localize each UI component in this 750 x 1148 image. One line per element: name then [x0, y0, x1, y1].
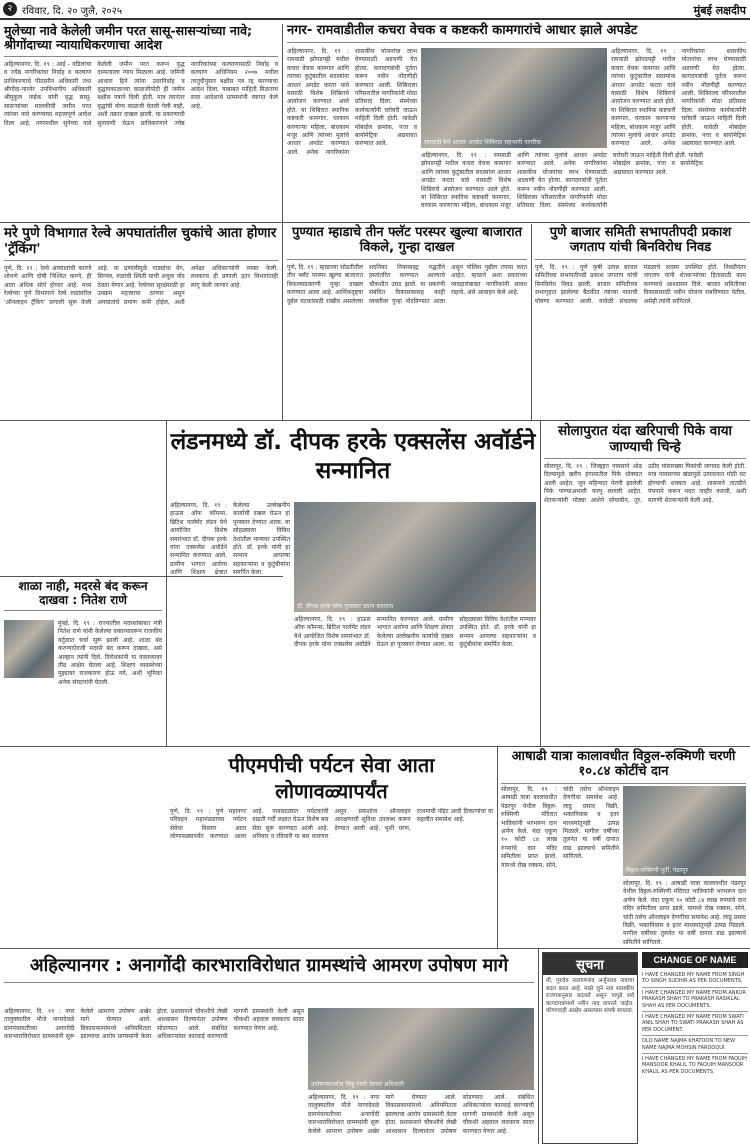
notice-box	[542, 952, 638, 1144]
article-body: पुणे, दि. १९ : रेल्वे अपघातांची कारणे शोधणे आणि दोषी निश्चित करणे, ही आता अधिक सोपे होणार आहे. मध्य रेल्वेच्या पुणे विभागाने रेल्वे रुळांवरील 'ऑनलाइन ट्रॅकिंग' प्रणाली सुरू केली आहे. या प्रणालीमुळे गाड्यांचा वेग, सिग्नल, रुळांची स्थिती याची अचूक नोंद ठेवता येणार आहे. रेल्वेच्या सुरक्षेसाठी हा उपक्रम महत्त्वाचा ठरणार असून अपघातांचे प्रमाण कमी होईल, अशी अपेक्षा अधिकाऱ्यांनी व्यक्त केली. लवकरच ही प्रणाली इतर विभागांतही लागू केली जाणार आहे.	[4, 265, 278, 306]
name-change-entry: I HAVE CHANGED MY NAME FROM FAQUIH MANSOOR KHALIL TO FAQUIH MANSOOR KHALIL AS PER DOCUMENTS.	[642, 1056, 747, 1075]
name-change-entry: I HAVE CHANGED MY NAME FROM SINGH TO SINGH SUDHIR AS PER DOCUMENTS.	[642, 970, 748, 988]
photo-caption: विठ्ठल-रुक्मिणी मूर्ती, पंढरपूर	[626, 867, 689, 874]
masthead	[0, 0, 750, 20]
headline: पुणे बाजार समिती सभापतीपदी प्रकाश जगताप यांची बिनविरोध निवड	[535, 226, 746, 260]
photo-caption: डॉ. दीपक हरके यांना पुरस्कार प्रदान करताना	[297, 603, 394, 610]
photo-caption: उपोषणकर्त्यांना लिंबू पाणी देताना अधिकारी	[311, 1081, 404, 1088]
name-change-entry: I HAVE CHANGED MY NAME FROM ANKUR PRAKASH SHAH TO PRAKASH RASIKLAL SHAH AS PER DOCUMENTS.	[642, 988, 748, 1012]
story-ashadhi	[501, 750, 746, 944]
article-body: अहिल्यानगर, दि. १९ : हाऊस ऑफ कॉमन्स, ब्रिटिश पार्लमेंट लंडन येथे आयोजित विशेष समारंभात डॉ. दीपक हरके यांना एक्सलेंस अवॉर्डने सन्मानित करण्यात आले. ग्रामीण भागात आरोग्य आणि शिक्षण क्षेत्रात केलेल्या उल्लेखनीय कार्याची दखल घेऊन हा पुरस्कार देण्यात आला. या सोहळ्याला विविध देशांतील मान्यवर उपस्थित होते. डॉ. हरके यांनी हा सन्मान आपल्या सहकाऱ्यांना व कुटुंबीयांना समर्पित केला.	[170, 502, 290, 577]
news-photo	[294, 502, 536, 612]
change-of-name-title: CHANGE OF NAME	[642, 952, 748, 968]
article-body: अहिल्यानगर, दि. १९ : आई - वडिलांचा व ज्येष्ठ नागरिकांचा निर्वाह व कल्याण प्राधिकरणाचे पीठासीन अधिकारी तथा श्रीगोंदा-पारनेर उपविभागीय अधिकारी श्रीमुकुल नाईक यांनी वृद्ध सासू-सासऱ्यांच्या मालकीची जमीन परत त्यांच्या नावे करण्याचा महत्त्वपूर्ण आदेश दिला आहे. नगरमधील सुनेच्या नावे केलेली जमीन परत करून वृद्ध दाम्पत्याला न्याय मिळाला आहे. जमिनी आधारा हिने त्यांना उदरनिर्वाह व वृद्धापकाळाच्या काळजीपोटी ही जमीन बक्षीस पत्राने दिली होती. मात्र त्यानंतर वृद्धांची योग्य काळजी घेतली गेली नाही, अशी तक्रार दाखल झाली. या प्रकरणाची सुनावणी घेऊन प्राधिकरणाने ज्येष्ठ नागरिकांच्या कल्याणासाठी निर्वाह व कल्याण अधिनियम २००७ मधील तरतुदीनुसार बक्षीस पत्र रद्द करण्याचा आदेश दिला. याबाबत माहिती मिळताच सदर आदेशाचे ग्रामस्थांनी स्वागत केले आहे.	[4, 60, 278, 127]
article-body: अहिल्यानगर, दि. १९ : नगर तालुक्यातील मौजे नागरदेवळे ग्रामपंचायतीच्या अनागोंदी कारभाराविरोधात ग्रामस्थांनी सुरू केलेले आमरण उपोषण अखेर मागे घेण्यात आले. विकासकामांमध्ये अनियमितता झाल्याचा आरोप ग्रामस्थांनी केला होता. प्रशासनाने चौकशीचे लेखी आश्वासन दिल्यानंतर उपोषण सोडण्यात आले. संबंधित अधिकाऱ्यांवर कारवाई करण्याची मागणी ग्रामस्थांनी केली असून चौकशी अहवाल लवकरच सादर करण्यात येणार आहे.	[4, 1008, 304, 1041]
headline: पुण्यात म्हाडाचे तीन फ्लॅट परस्पर खुल्या बाजारात विकले, गुन्हा दाखल	[287, 226, 527, 260]
article-body: अहिल्यानगर, दि. १९ : रामवाडी झोपडपट्टी मधील कचरा वेचक कामगार आणि त्यांच्या कुटुंबातील सदस्यांना आधार अपडेट करता यावे यासाठी विशेष शिबिराचे आयोजन करण्यात आले होते. या शिबिरात स्थानिक कष्टकरी कामगार, घरकाम करणाऱ्या महिला, बांधकाम मजूर आणि त्यांच्या मुलांचे आधार अपडेट करण्यात आले. अनेक नागरिकांना शासकीय योजनांचा लाभ घेण्यासाठी अडचणी येत होत्या. कागदपत्रांची पूर्तता करून नवीन नोंदणीही करण्यात आली. शिबिराला परिसरातील नागरिकांनी मोठा प्रतिसाद दिला. संस्थेच्या कार्यकर्त्यांनी घरोघरी जाऊन माहिती दिली होती. यावेळी मोबाईल क्रमांक, पत्ता व बायोमेट्रिक अद्ययावत करण्यात आले.	[287, 48, 417, 156]
story-pmp	[170, 750, 493, 944]
headline: शाळा नाही, मदरसे बंद करून दाखवा : नितेश राणे	[4, 580, 162, 611]
article-body: सोलापूर, दि. १९ : जिल्ह्यात पावसाने ओढ दिल्यामुळे खरीप हंगामातील पिके धोक्यात आली आहेत. जून महिन्यात पेरणी झालेली पिके पाण्याअभावी करपू लागली आहेत. शेतकऱ्यांनी मोठ्या आशेने सोयाबीन, तूर, उडीद यांसारख्या पिकांची लागवड केली होती. मात्र पावसाच्या खंडामुळे उत्पादनात मोठी घट होण्याची शक्यता आहे. शासनाने तातडीने पंचनामे करून मदत जाहीर करावी, अशी मागणी शेतकऱ्यांनी केली आहे.	[544, 463, 746, 504]
article-body: पुणे, दि. १९ : म्हाडाच्या सोडतीतील तीन फ्लॅट परस्पर खुल्या बाजारात विकल्याप्रकरणी गुन्हा दाखल करण्यात आला आहे. आर्थिकदृष्ट्या दुर्बल घटकांसाठी राखीव असलेल्या सदनिका नियमबाह्य पद्धतीने हस्तांतरित करण्यात आल्याचे चौकशीत उघड झाले. या प्रकरणी संबंधित विकासकासह काही व्यक्तींवर गुन्हा नोंदविण्यात आला असून पोलिस पुढील तपास करत आहेत. म्हाडाने अशा प्रकारच्या व्यवहारांबाबत नागरिकांनी सावध राहावे, असे आवाहन केले आहे.	[287, 263, 527, 305]
headline: नगर- रामवाडीतील कचरा वेचक व कष्टकरी कामगारांचे आधार झाले अपडेट	[287, 24, 746, 43]
headline: लंडनमध्ये डॉ. दीपक हरके एक्सलेंस अवॉर्डने सन्मानित	[170, 429, 536, 484]
story-ahilya	[4, 952, 534, 1144]
news-photo	[421, 48, 607, 148]
article-body-cont: अहिल्यानगर, दि. १९ : नगर तालुक्यातील मौजे नागरदेवळे ग्रामपंचायतीच्या अनागोंदी कारभाराविरोधात ग्रामस्थांनी सुरू केलेले आमरण उपोषण अखेर मागे घेण्यात आले. विकासकामांमध्ये अनियमितता झाल्याचा आरोप ग्रामस्थांनी केला होता. प्रशासनाने चौकशीचे लेखी आश्वासन दिल्यानंतर उपोषण सोडण्यात आले. संबंधित अधिकाऱ्यांवर कारवाई करण्याची मागणी ग्रामस्थांनी केली असून चौकशी अहवाल लवकरच सादर करण्यात येणार आहे.	[308, 1094, 534, 1135]
story-nagar	[287, 24, 746, 218]
article-body-cont: अहिल्यानगर, दि. १९ : हाऊस ऑफ कॉमन्स, ब्रिटिश पार्लमेंट लंडन येथे आयोजित विशेष समारंभात डॉ. दीपक हरके यांना एक्सलेंस अवॉर्डने सन्मानित करण्यात आले. ग्रामीण भागात आरोग्य आणि शिक्षण क्षेत्रात केलेल्या उल्लेखनीय कार्याची दखल घेऊन हा पुरस्कार देण्यात आला. या सोहळ्याला विविध देशांतील मान्यवर उपस्थित होते. डॉ. हरके यांनी हा सन्मान आपल्या सहकाऱ्यांना व कुटुंबीयांना समर्पित केला.	[294, 616, 536, 649]
article-body: मुंबई, दि. १९ : राज्यातील मदरशांबाबत मंत्री नितेश राणे यांनी केलेल्या वक्तव्यावरून राजकीय वर्तुळात चर्चा सुरू झाली आहे. शाळा बंद करण्याऐवजी मदरसे बंद करून दाखवा, असे आव्हान त्यांनी दिले. विरोधकांनी या वक्तव्यावर तीव्र आक्षेप घेतला आहे. शिक्षण व्यवस्थेच्या मुद्द्यावर राजकारण होऊ नये, अशी भूमिका अनेक संघटनांनी घेतली.	[58, 620, 162, 686]
name-change-entry: OLD NAME NAJMA KHATOON TO NEW NAME NAJMA MOHSIN FAROOQUI.	[642, 1036, 748, 1054]
change-of-name-box	[642, 952, 748, 1144]
article-body-side: अहिल्यानगर, दि. १९ : रामवाडी झोपडपट्टी मधील कचरा वेचक कामगार आणि त्यांच्या कुटुंबातील सदस्यांना आधार अपडेट करता यावे यासाठी विशेष शिबिराचे आयोजन करण्यात आले होते. या शिबिरात स्थानिक कष्टकरी कामगार, घरकाम करणाऱ्या महिला, बांधकाम मजूर आणि त्यांच्या मुलांचे आधार अपडेट करण्यात आले. अनेक नागरिकांना शासकीय योजनांचा लाभ घेण्यासाठी अडचणी येत होत्या. कागदपत्रांची पूर्तता करून नवीन नोंदणीही करण्यात आली. शिबिराला परिसरातील नागरिकांनी मोठा प्रतिसाद दिला. संस्थेच्या कार्यकर्त्यांनी घरोघरी जाऊन माहिती दिली होती. यावेळी मोबाईल क्रमांक, पत्ता व बायोमेट्रिक अद्ययावत करण्यात आले.	[611, 48, 746, 148]
article-body: पुणे, दि. १९ : पुणे महानगर परिवहन महामंडळाच्या पर्यटन सेवेचा विस्तार आता लोणावळ्यापर्यंत करण्यात आला आहे. पावसाळ्यात पर्यटकांची वाढती गर्दी लक्षात घेऊन विशेष बस सेवा सुरू करण्यात आली आहे. शनिवार व रविवारी या बस धावणार असून प्रवाशांना ऑनलाइन आरक्षणाची सुविधा उपलब्ध करून देण्यात आली आहे. भुशी धरण, राजमाची पॉइंट आदी ठिकाणांचा या सहलीत समावेश आहे.	[170, 808, 493, 841]
headline: अहिल्यानगर : अनागोंदी कारभाराविरोधात ग्रामस्थांचे आमरण उपोषण मागे	[4, 952, 534, 983]
story-sasu	[4, 24, 278, 218]
story-mhada	[287, 226, 527, 416]
story-bazaar	[535, 226, 746, 416]
story-london	[170, 424, 536, 742]
headline: सोलापुरात यंदा खरिपाची पिके वाया जाण्याची चिन्हे	[544, 424, 746, 459]
page-number: २	[3, 2, 17, 16]
headline: मरे पुणे विभागात रेल्वे अपघातांतील चुकांचे आता होणार 'ट्रॅकिंग'	[4, 226, 278, 261]
name-change-list	[642, 968, 748, 1077]
article-body: सोलापूर, दि. १९ : आषाढी यात्रा कालावधीत पंढरपूर येथील विठ्ठल-रुक्मिणी मंदिरात भाविकांनी भरभरून दान अर्पण केले. यंदा एकूण १० कोटी ८४ लाख रुपयांचे दान मंदिर समितीला प्राप्त झाले. यामध्ये रोख रक्कम, सोने, चांदी तसेच ऑनलाइन देणगीचा समावेश आहे. लाडू प्रसाद विक्री, भक्तनिवास व इतर माध्यमांतूनही उत्पन्न मिळाले. मागील वर्षीच्या तुलनेत या वर्षी दानात वाढ झाल्याचे समितीने सांगितले.	[501, 786, 619, 869]
story-railway	[4, 226, 278, 416]
notice-title: सूचना	[543, 953, 637, 975]
headline: मुलेच्या नावे केलेली जमीन परत सासू-सासऱ्यांच्या नावे; श्रीगोंदाच्या न्यायाधिकरणाचा आदेश	[4, 24, 278, 57]
news-photo	[308, 1008, 534, 1090]
photo-caption: रामवाडी येथे आधार अपडेट शिबिरात सहभागी नागरिक	[424, 139, 541, 146]
date-line: रविवार, दि. २० जुलै, २०२५	[22, 6, 123, 17]
headline: आषाढी यात्रा कालावधीत विठ्ठल-रुक्मिणी चरणी १०.८४ कोटींचे दान	[501, 750, 746, 784]
story-solapur	[544, 424, 746, 742]
article-body: पुणे, दि. १९ : पुणे कृषी उत्पन्न बाजार समितीच्या सभापतीपदी प्रकाश जगताप यांची बिनविरोध निवड झाली. बाजार समितीच्या सभागृहात झालेल्या बैठकीत त्यांच्या नावाची घोषणा करण्यात आली. यावेळी संचालक मंडळाचे सदस्य उपस्थित होते. निवडीनंतर जगताप यांनी शेतकऱ्यांच्या हितासाठी काम करण्याचे आश्वासन दिले. बाजार समितीच्या विकासासाठी नवीन योजना राबविण्यात येतील, असेही त्यांनी सांगितले.	[535, 263, 746, 305]
notice-body: मी, गुरुदेव नारायणराव अर्जुनराव नावाचा बदल करत आहे. माझे जुने नाव शासकीय राजपत्रानुसार बदलले असून यापुढे सर्व कागदपत्रांमध्ये नवीन नाव वापरले जाईल. कोणाचाही आक्षेप असल्यास संपर्क साधावा.	[546, 978, 634, 1015]
article-body-cont: अहिल्यानगर, दि. १९ : रामवाडी झोपडपट्टी मधील कचरा वेचक कामगार आणि त्यांच्या कुटुंबातील सदस्यांना आधार अपडेट करता यावे यासाठी विशेष शिबिराचे आयोजन करण्यात आले होते. या शिबिरात स्थानिक कष्टकरी कामगार, घरकाम करणाऱ्या महिला, बांधकाम मजूर आणि त्यांच्या मुलांचे आधार अपडेट करण्यात आले. अनेक नागरिकांना शासकीय योजनांचा लाभ घेण्यासाठी अडचणी येत होत्या. कागदपत्रांची पूर्तता करून नवीन नोंदणीही करण्यात आली. शिबिराला परिसरातील नागरिकांनी मोठा प्रतिसाद दिला. संस्थेच्या कार्यकर्त्यांनी घरोघरी जाऊन माहिती दिली होती. यावेळी मोबाईल क्रमांक, पत्ता व बायोमेट्रिक अद्ययावत करण्यात आले.	[421, 152, 704, 210]
paper-name: मुंबई लक्षदीप	[693, 4, 746, 17]
portrait-photo	[4, 620, 54, 678]
news-photo	[623, 786, 746, 876]
article-body-cont: सोलापूर, दि. १९ : आषाढी यात्रा कालावधीत पंढरपूर येथील विठ्ठल-रुक्मिणी मंदिरात भाविकांनी भरभरून दान अर्पण केले. यंदा एकूण १० कोटी ८४ लाख रुपयांचे दान मंदिर समितीला प्राप्त झाले. यामध्ये रोख रक्कम, सोने, चांदी तसेच ऑनलाइन देणगीचा समावेश आहे. लाडू प्रसाद विक्री, भक्तनिवास व इतर माध्यमांतूनही उत्पन्न मिळाले. मागील वर्षीच्या तुलनेत या वर्षी दानात वाढ झाल्याचे समितीने सांगितले.	[623, 880, 746, 946]
story-shala	[4, 580, 162, 742]
name-change-entry: I HAVE CHANGED MY NAME FROM SWATI ANIL SHAH TO SWATI PRAKASH SHAH AS PER DOCUMENT.	[642, 1012, 748, 1036]
headline: पीएमपीची पर्यटन सेवा आता लोणावळ्यापर्यंत	[228, 753, 435, 803]
